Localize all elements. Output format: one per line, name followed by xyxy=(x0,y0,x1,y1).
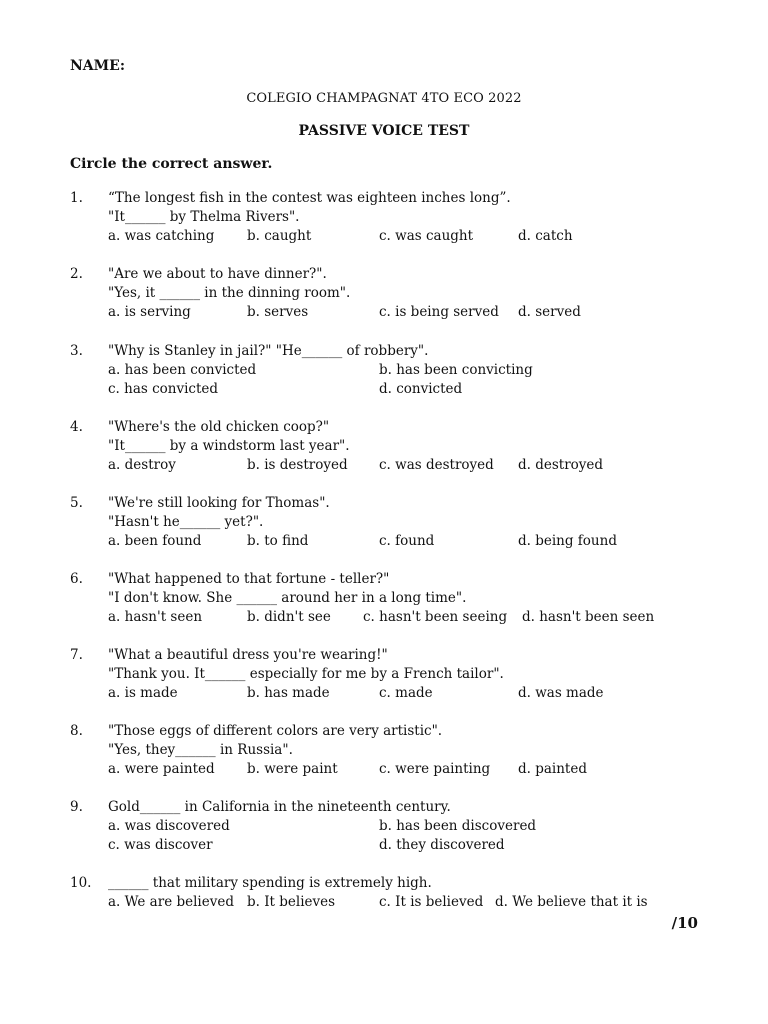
option-c[interactable]: c. was discover xyxy=(108,837,213,853)
question-line: "Why is Stanley in jail?" "He______ of robbery". xyxy=(108,343,429,359)
option-d[interactable]: d. they discovered xyxy=(379,837,505,853)
name-label: NAME: xyxy=(70,58,125,74)
option-b[interactable]: b. is destroyed xyxy=(247,457,348,473)
option-d[interactable]: d. hasn't been seen xyxy=(522,609,655,625)
instructions: Circle the correct answer. xyxy=(70,156,273,172)
option-d[interactable]: d. catch xyxy=(518,228,573,244)
option-b[interactable]: b. serves xyxy=(247,304,309,320)
option-b[interactable]: b. It believes xyxy=(247,894,336,910)
option-c[interactable]: c. was destroyed xyxy=(379,457,494,473)
question-line: "Those eggs of different colors are very artistic". xyxy=(108,723,443,739)
question-line: "I don't know. She ______ around her in a long time". xyxy=(108,590,467,606)
question-number: 7. xyxy=(70,647,83,663)
question-line: "What a beautiful dress you're wearing!" xyxy=(108,647,388,663)
option-a[interactable]: a. hasn't seen xyxy=(108,609,203,625)
option-a[interactable]: a. been found xyxy=(108,533,202,549)
option-d[interactable]: d. convicted xyxy=(379,381,463,397)
question-number: 6. xyxy=(70,571,83,587)
option-d[interactable]: d. painted xyxy=(518,761,587,777)
question-number: 5. xyxy=(70,495,83,511)
question-line: "It______ by Thelma Rivers". xyxy=(108,209,300,225)
score-total: /10 xyxy=(671,914,698,932)
question-line: "What happened to that fortune - teller?" xyxy=(108,571,390,587)
option-c[interactable]: c. hasn't been seeing xyxy=(363,609,508,625)
question-number: 1. xyxy=(70,190,83,206)
question-number: 2. xyxy=(70,266,83,282)
option-a[interactable]: a. destroy xyxy=(108,457,176,473)
option-b[interactable]: b. were paint xyxy=(247,761,338,777)
option-c[interactable]: c. has convicted xyxy=(108,381,219,397)
question-line: "Thank you. It______ especially for me by a French tailor". xyxy=(108,666,504,682)
option-a[interactable]: a. We are believed xyxy=(108,894,234,910)
question-number: 8. xyxy=(70,723,83,739)
option-b[interactable]: b. has been discovered xyxy=(379,818,537,834)
option-c[interactable]: c. found xyxy=(379,533,435,549)
option-d[interactable]: d. destroyed xyxy=(518,457,604,473)
question-line: Gold______ in California in the nineteenth century. xyxy=(108,799,451,815)
option-d[interactable]: d. served xyxy=(518,304,581,320)
option-b[interactable]: b. caught xyxy=(247,228,312,244)
question-number: 9. xyxy=(70,799,83,815)
option-a[interactable]: a. were painted xyxy=(108,761,215,777)
option-a[interactable]: a. is made xyxy=(108,685,178,701)
option-b[interactable]: b. to find xyxy=(247,533,309,549)
option-d[interactable]: d. We believe that it is xyxy=(495,894,648,910)
question-line: "Hasn't he______ yet?". xyxy=(108,514,264,530)
question-line: ______ that military spending is extremely high. xyxy=(108,875,432,891)
option-a[interactable]: a. has been convicted xyxy=(108,362,257,378)
test-title: PASSIVE VOICE TEST xyxy=(298,123,470,139)
option-c[interactable]: c. made xyxy=(379,685,433,701)
question-line: "Are we about to have dinner?". xyxy=(108,266,327,282)
question-line: "Yes, it ______ in the dinning room". xyxy=(108,285,351,301)
option-c[interactable]: c. is being served xyxy=(379,304,499,320)
question-number: 4. xyxy=(70,419,83,435)
option-d[interactable]: d. being found xyxy=(518,533,617,549)
school-heading: COLEGIO CHAMPAGNAT 4TO ECO 2022 xyxy=(246,91,522,106)
option-c[interactable]: c. was caught xyxy=(379,228,474,244)
question-line: "We're still looking for Thomas". xyxy=(108,495,330,511)
option-b[interactable]: b. has made xyxy=(247,685,330,701)
option-c[interactable]: c. It is believed xyxy=(379,894,484,910)
question-line: "Where's the old chicken coop?" xyxy=(108,419,330,435)
option-a[interactable]: a. is serving xyxy=(108,304,191,320)
option-c[interactable]: c. were painting xyxy=(379,761,491,777)
option-b[interactable]: b. didn't see xyxy=(247,609,331,625)
option-a[interactable]: a. was discovered xyxy=(108,818,230,834)
question-line: "Yes, they______ in Russia". xyxy=(108,742,293,758)
option-a[interactable]: a. was catching xyxy=(108,228,215,244)
option-d[interactable]: d. was made xyxy=(518,685,604,701)
question-number: 3. xyxy=(70,343,83,359)
option-b[interactable]: b. has been convicting xyxy=(379,362,533,378)
question-number: 10. xyxy=(70,875,92,891)
question-line: "It______ by a windstorm last year". xyxy=(108,438,350,454)
question-line: “The longest fish in the contest was eighteen inches long”. xyxy=(108,190,511,206)
